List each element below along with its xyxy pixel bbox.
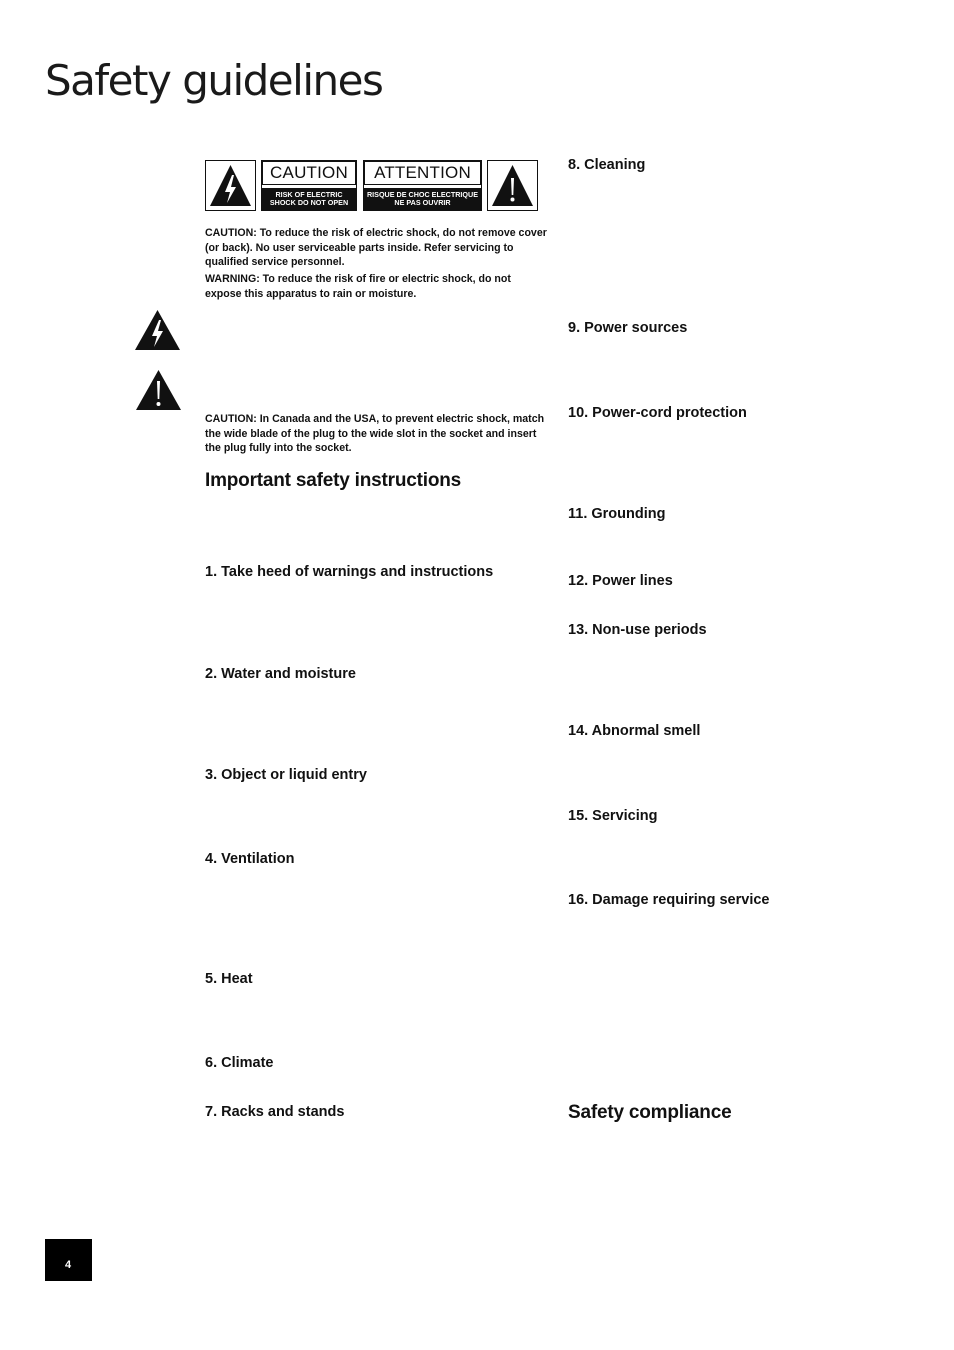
attention-label-title: ATTENTION xyxy=(364,161,481,185)
instruction-heading: 3. Object or liquid entry xyxy=(205,767,367,783)
warning-notice: WARNING: To reduce the risk of fire or electric shock, do not expose this apparatus to rain or moisture. xyxy=(205,273,511,300)
caution-label xyxy=(261,160,357,211)
instruction-heading: 1. Take heed of warnings and instructions xyxy=(205,564,494,580)
important-safety-instructions-heading: Important safety instructions xyxy=(205,470,462,491)
instruction-heading: 13. Non-use periods xyxy=(568,622,707,638)
instruction-heading: 16. Damage requiring service xyxy=(568,892,770,908)
safety-compliance-heading: Safety compliance xyxy=(568,1102,732,1123)
instruction-heading: 15. Servicing xyxy=(568,808,658,824)
exclamation-triangle-icon xyxy=(135,369,182,411)
instruction-heading: 14. Abnormal smell xyxy=(568,723,701,739)
lightning-bolt-triangle-icon xyxy=(205,160,256,211)
instruction-heading: 11. Grounding xyxy=(568,506,666,522)
caution-notice: CAUTION: To reduce the risk of electric shock, do not remove cover (or back). No user serviceable parts inside. Refer servicing to qualified service personnel. xyxy=(205,227,547,268)
instruction-heading: 8. Cleaning xyxy=(568,157,646,173)
attention-label-subtitle: RISQUE DE CHOC ELECTRIQUE NE PAS OUVRIR xyxy=(364,188,481,210)
instruction-heading: 4. Ventilation xyxy=(205,851,295,867)
instruction-heading: 2. Water and moisture xyxy=(205,666,356,682)
instruction-heading: 5. Heat xyxy=(205,971,253,987)
caution-label-title: CAUTION xyxy=(262,161,356,185)
canada-caution-notice: CAUTION: In Canada and the USA, to prevent electric shock, match the wide blade of the plug to the wide slot in the socket and insert the plug fully into the socket. xyxy=(205,413,545,454)
caution-label-subtitle: RISK OF ELECTRIC SHOCK DO NOT OPEN xyxy=(262,188,356,210)
page-title: Safety guidelines xyxy=(45,56,383,105)
instruction-heading: 9. Power sources xyxy=(568,320,688,336)
lightning-bolt-triangle-icon xyxy=(134,309,181,351)
instruction-heading: 10. Power-cord protection xyxy=(568,405,747,421)
instruction-heading: 6. Climate xyxy=(205,1055,274,1071)
page-number-badge xyxy=(45,1239,92,1281)
attention-label xyxy=(363,160,482,211)
exclamation-triangle-icon xyxy=(487,160,538,211)
instruction-heading: 7. Racks and stands xyxy=(205,1104,345,1120)
instruction-heading: 12. Power lines xyxy=(568,573,673,589)
page-number: 4 xyxy=(65,1259,72,1271)
